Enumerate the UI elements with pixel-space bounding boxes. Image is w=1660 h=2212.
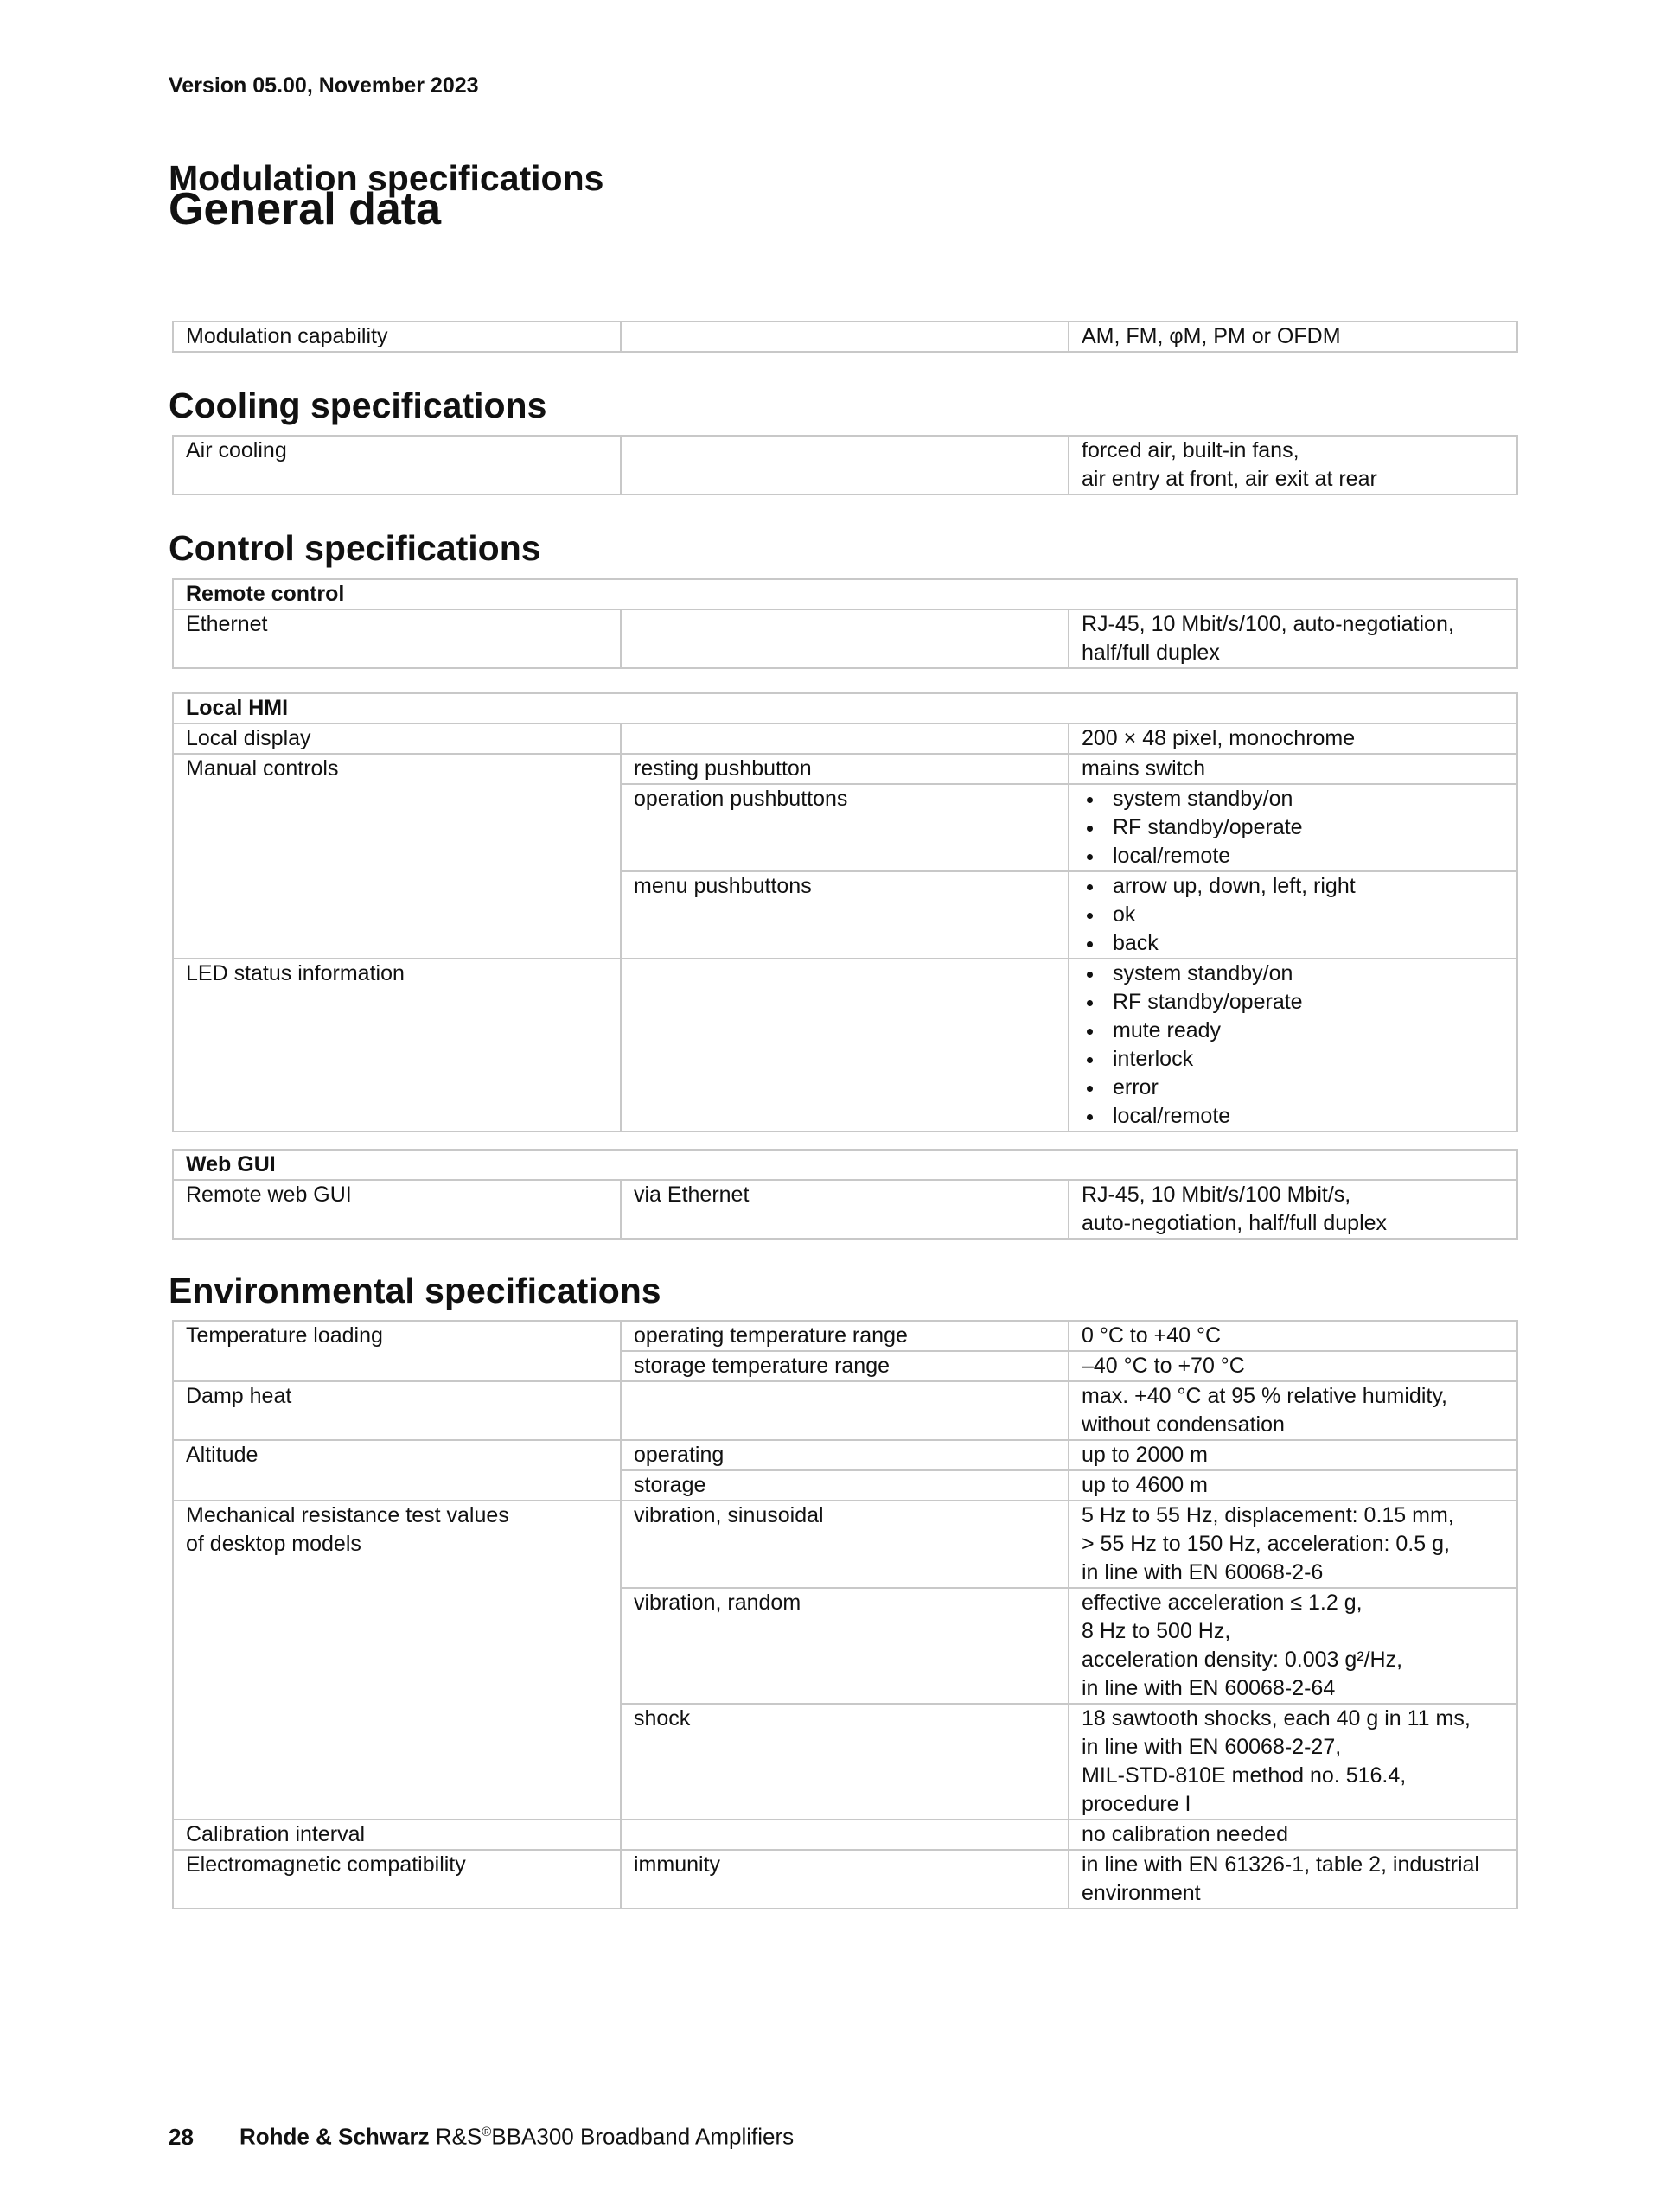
page-number: 28	[169, 2123, 194, 2150]
spec-value-line: air entry at front, air exit at rear	[1082, 467, 1377, 491]
spec-condition: storage temperature range	[621, 1351, 1069, 1381]
modulation-table	[172, 321, 1518, 353]
spec-condition	[621, 724, 1069, 754]
spec-condition: operating temperature range	[621, 1321, 1069, 1351]
spec-label: Manual controls	[173, 754, 621, 959]
spec-condition	[621, 436, 1069, 494]
section-title-environmental: Environmental specifications	[169, 1271, 661, 1310]
spec-value-line: 5 Hz to 55 Hz, displacement: 0.15 mm,	[1082, 1503, 1454, 1527]
footer-product: BBA300 Broadband Amplifiers	[491, 2123, 795, 2150]
spec-value: 200 × 48 pixel, monochrome	[1069, 724, 1517, 754]
table-group-row	[173, 1150, 1517, 1180]
spec-value-line: > 55 Hz to 150 Hz, acceleration: 0.5 g,	[1082, 1532, 1450, 1556]
spec-value-line: 18 sawtooth shocks, each 40 g in 11 ms,	[1082, 1706, 1471, 1731]
version-label: Version 05.00, November 2023	[169, 73, 479, 98]
list-item: local/remote	[1082, 842, 1504, 870]
spec-value: up to 2000 m	[1069, 1440, 1517, 1470]
spec-condition: menu pushbuttons	[621, 871, 1069, 959]
table-row	[173, 754, 1517, 784]
spec-condition: operating	[621, 1440, 1069, 1470]
spec-value-line: in line with EN 61326-1, table 2, industrial	[1082, 1852, 1479, 1877]
spec-label: Altitude	[173, 1440, 621, 1501]
table-row	[173, 609, 1517, 668]
spec-value-line: environment	[1082, 1881, 1201, 1905]
spec-value	[1069, 609, 1517, 668]
spec-condition: via Ethernet	[621, 1180, 1069, 1239]
table-row	[173, 1501, 1517, 1588]
list-item: back	[1082, 929, 1504, 958]
spec-value	[1069, 1588, 1517, 1704]
list-item: RF standby/operate	[1082, 988, 1504, 1017]
footer-brand: Rohde & Schwarz	[239, 2123, 430, 2150]
spec-label: Local display	[173, 724, 621, 754]
table-row	[173, 1440, 1517, 1470]
list-item: local/remote	[1082, 1102, 1504, 1131]
spec-label: Ethernet	[173, 609, 621, 668]
spec-label	[173, 1501, 621, 1820]
section-title-control: Control specifications	[169, 528, 541, 568]
spec-label: Damp heat	[173, 1381, 621, 1440]
spec-condition	[621, 1820, 1069, 1850]
spec-value-line: without condensation	[1082, 1412, 1285, 1437]
remote-control-table	[172, 578, 1518, 669]
spec-value-line: in line with EN 60068-2-27,	[1082, 1735, 1342, 1759]
list-item: mute ready	[1082, 1017, 1504, 1045]
spec-label: Air cooling	[173, 436, 621, 494]
spec-value-line: 8 Hz to 500 Hz,	[1082, 1619, 1231, 1643]
spec-label: Temperature loading	[173, 1321, 621, 1381]
bullet-list	[1082, 872, 1504, 958]
table-row	[173, 436, 1517, 494]
local-hmi-table	[172, 692, 1518, 1132]
spec-label: Remote web GUI	[173, 1180, 621, 1239]
table-row	[173, 1850, 1517, 1909]
spec-value-line: half/full duplex	[1082, 641, 1220, 665]
spec-value	[1069, 871, 1517, 959]
spec-value	[1069, 1180, 1517, 1239]
footer-product-prefix: R&S	[435, 2123, 482, 2150]
spec-value-line: in line with EN 60068-2-6	[1082, 1560, 1324, 1584]
spec-label: Electromagnetic compatibility	[173, 1850, 621, 1909]
spec-condition: vibration, sinusoidal	[621, 1501, 1069, 1588]
cooling-table	[172, 435, 1518, 495]
spec-label: Modulation capability	[173, 322, 621, 352]
spec-value-line: RJ-45, 10 Mbit/s/100, auto-negotiation,	[1082, 612, 1454, 636]
list-item: system standby/on	[1082, 959, 1504, 988]
spec-condition	[621, 609, 1069, 668]
spec-value: mains switch	[1069, 754, 1517, 784]
group-heading-local-hmi: Local HMI	[173, 693, 1517, 724]
spec-value-line: auto-negotiation, half/full duplex	[1082, 1211, 1388, 1235]
spec-condition	[621, 322, 1069, 352]
spec-condition: immunity	[621, 1850, 1069, 1909]
page-title: General data	[169, 184, 442, 234]
spec-value-line: RJ-45, 10 Mbit/s/100 Mbit/s,	[1082, 1182, 1351, 1207]
section-title-modulation: Modulation specifications	[169, 158, 604, 198]
spec-value: –40 °C to +70 °C	[1069, 1351, 1517, 1381]
spec-condition	[621, 959, 1069, 1131]
spec-condition: operation pushbuttons	[621, 784, 1069, 871]
list-item: arrow up, down, left, right	[1082, 872, 1504, 901]
spec-label: Calibration interval	[173, 1820, 621, 1850]
spec-value-line: effective acceleration ≤ 1.2 g,	[1082, 1590, 1363, 1615]
spec-condition	[621, 1381, 1069, 1440]
spec-condition: vibration, random	[621, 1588, 1069, 1704]
table-row	[173, 1820, 1517, 1850]
spec-value-line: max. +40 °C at 95 % relative humidity,	[1082, 1384, 1447, 1408]
bullet-list	[1082, 959, 1504, 1131]
spec-value	[1069, 1704, 1517, 1820]
list-item: system standby/on	[1082, 785, 1504, 813]
registered-mark: ®	[482, 2125, 492, 2139]
list-item: error	[1082, 1074, 1504, 1102]
spec-value	[1069, 1501, 1517, 1588]
group-heading-remote-control: Remote control	[173, 579, 1517, 609]
table-row	[173, 724, 1517, 754]
spec-value: 0 °C to +40 °C	[1069, 1321, 1517, 1351]
page-footer	[169, 2119, 794, 2151]
spec-condition: storage	[621, 1470, 1069, 1501]
table-row	[173, 1180, 1517, 1239]
table-group-row	[173, 579, 1517, 609]
spec-value-line: forced air, built-in fans,	[1082, 438, 1299, 462]
environmental-table	[172, 1320, 1518, 1909]
table-row	[173, 1381, 1517, 1440]
bullet-list	[1082, 785, 1504, 870]
spec-value	[1069, 1850, 1517, 1909]
table-group-row	[173, 693, 1517, 724]
spec-value: AM, FM, φM, PM or OFDM	[1069, 322, 1517, 352]
table-row	[173, 322, 1517, 352]
list-item: interlock	[1082, 1045, 1504, 1074]
spec-value-line: procedure I	[1082, 1792, 1191, 1816]
spec-value: up to 4600 m	[1069, 1470, 1517, 1501]
spec-value	[1069, 436, 1517, 494]
spec-label: LED status information	[173, 959, 621, 1131]
spec-condition: resting pushbutton	[621, 754, 1069, 784]
group-heading-web-gui: Web GUI	[173, 1150, 1517, 1180]
spec-value: no calibration needed	[1069, 1820, 1517, 1850]
spec-value-line: MIL-STD-810E method no. 516.4,	[1082, 1763, 1407, 1788]
web-gui-table	[172, 1149, 1518, 1240]
list-item: ok	[1082, 901, 1504, 929]
section-title-cooling: Cooling specifications	[169, 386, 547, 425]
spec-value	[1069, 959, 1517, 1131]
list-item: RF standby/operate	[1082, 813, 1504, 842]
spec-value-line: in line with EN 60068-2-64	[1082, 1676, 1336, 1700]
spec-value	[1069, 784, 1517, 871]
spec-condition: shock	[621, 1704, 1069, 1820]
spec-value-line: acceleration density: 0.003 g²/Hz,	[1082, 1648, 1403, 1672]
spec-label-line: of desktop models	[186, 1532, 361, 1556]
spec-value	[1069, 1381, 1517, 1440]
table-row	[173, 959, 1517, 1131]
spec-label-line: Mechanical resistance test values	[186, 1503, 509, 1527]
table-row	[173, 1321, 1517, 1351]
